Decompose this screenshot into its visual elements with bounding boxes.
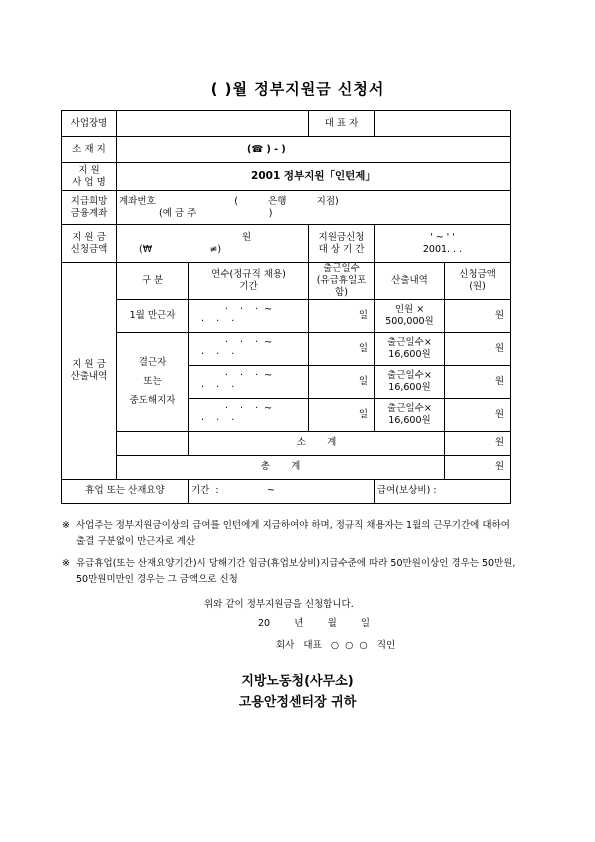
partial-period[interactable] <box>189 332 309 365</box>
amount-formula: (₩ ≠) <box>139 243 222 255</box>
company-field[interactable] <box>117 111 309 137</box>
header-formula: 산출내역 <box>375 263 445 300</box>
amount-unit: 원 <box>241 231 251 243</box>
date-pattern-bottom: · · · <box>201 315 235 327</box>
declaration: 위와 같이 정부지원금을 신청합니다. <box>204 599 354 610</box>
full-month-formula: 인원 × 500,000원 <box>375 299 445 332</box>
partial-period[interactable] <box>189 398 309 431</box>
amount-label: 지 원 금 신청금액 <box>62 225 117 263</box>
header-period: 연수(정규직 채용) 기간 <box>189 263 309 300</box>
partial-formula: 출근일수× 16,600원 <box>375 365 445 398</box>
full-month-days[interactable]: 일 <box>309 299 375 332</box>
partial-days[interactable]: 일 <box>309 365 375 398</box>
partial-formula: 출근일수× 16,600원 <box>375 332 445 365</box>
date-pattern-bottom: · · · <box>201 414 235 426</box>
period-label: 지원금신청 대 상 기 간 <box>309 225 375 263</box>
calc-section-label: 지 원 금 산출내역 <box>62 263 117 480</box>
date-pattern-bottom: · · · <box>201 348 235 360</box>
note-mark: ※ <box>62 558 70 569</box>
date-pattern-top: · · · ~ <box>224 369 273 381</box>
subtotal-amount[interactable]: 원 <box>445 431 511 455</box>
bank-field[interactable] <box>117 191 511 225</box>
date-pattern-top: · · · ~ <box>224 303 273 315</box>
partial-amount[interactable]: 원 <box>445 365 511 398</box>
full-month-amount[interactable]: 원 <box>445 299 511 332</box>
leave-period[interactable]: 기간 : ~ <box>189 479 375 503</box>
partial-amount[interactable]: 원 <box>445 332 511 365</box>
full-month-row <box>62 299 511 332</box>
representative-field[interactable] <box>375 111 511 137</box>
page-title: ( )월 정부지원금 신청서 <box>210 80 385 98</box>
date-pattern-top: · · · ~ <box>224 402 273 414</box>
full-month-period[interactable] <box>189 299 309 332</box>
period-date: 2001. . . <box>422 243 463 255</box>
amount-field[interactable] <box>117 225 309 263</box>
company-row <box>62 111 511 137</box>
address-field[interactable]: (☎ ) - ) <box>117 137 511 163</box>
period-field[interactable] <box>375 225 511 263</box>
note-text: 유급휴업(또는 산재요양기간)시 당해기간 임금(휴업보상비)지급수준에 따라 50만원이상인 경우는 50만원, 50만원미만인 경우는 그 금액으로 신청 <box>76 558 516 585</box>
total-amount[interactable]: 원 <box>445 455 511 479</box>
note-mark: ※ <box>62 520 70 531</box>
partial-days[interactable]: 일 <box>309 398 375 431</box>
program-name: 2001 정부지원「인턴제」 <box>117 163 511 191</box>
note-1 <box>62 518 522 550</box>
company-label: 사업장명 <box>62 111 117 137</box>
date-pattern-top: · · · ~ <box>224 336 273 348</box>
program-label: 지 원 사 업 명 <box>62 163 117 191</box>
partial-label: 결근자 또는 중도해지자 <box>117 332 189 431</box>
amount-row <box>62 225 511 263</box>
partial-formula: 출근일수× 16,600원 <box>375 398 445 431</box>
leave-wage[interactable]: 급여(보상비) : <box>375 479 511 503</box>
header-amount: 신청금액 (원) <box>445 263 511 300</box>
total-label: 총 계 <box>117 455 445 479</box>
address-row <box>62 137 511 163</box>
leave-row <box>62 479 511 503</box>
total-row <box>62 455 511 479</box>
representative-label: 대 표 자 <box>309 111 375 137</box>
bank-account-line: 계좌번호 ( 은행 지점) <box>119 195 339 207</box>
subtotal-label: 소 계 <box>189 431 445 455</box>
header-category: 구 분 <box>117 263 189 300</box>
partial-period[interactable] <box>189 365 309 398</box>
note-2 <box>62 556 522 588</box>
header-days: 출근일수 (유급휴일포함) <box>309 263 375 300</box>
bank-row <box>62 191 511 225</box>
calc-header-row <box>62 263 511 300</box>
bank-label: 지급희망 금융계좌 <box>62 191 117 225</box>
subtotal-row <box>62 431 511 455</box>
footer-office: 지방노동청(사무소) <box>241 674 354 689</box>
partial-days[interactable]: 일 <box>309 332 375 365</box>
bank-holder-line: (예 금 주 ) <box>159 207 273 219</box>
date-pattern-bottom: · · · <box>201 381 235 393</box>
leave-label: 휴업 또는 산재요양 <box>62 479 189 503</box>
note-text: 사업주는 정부지원금이상의 급여를 인턴에게 지급하여야 하며, 정규직 채용자는 1월의 근무기간에 대하여 출결 구분없이 만근자로 계산 <box>76 520 510 547</box>
partial-row <box>62 332 511 365</box>
application-form-table <box>61 110 511 504</box>
signature-line: 회사 대표 ○ ○ ○ 직인 <box>276 640 396 651</box>
date-line: 20 년 월 일 <box>258 618 371 629</box>
program-row <box>62 163 511 191</box>
footer-recipient: 고용안정센터장 귀하 <box>238 695 357 710</box>
period-range: ' ~ ' ' <box>430 231 455 243</box>
partial-amount[interactable]: 원 <box>445 398 511 431</box>
full-month-label: 1월 만근자 <box>117 299 189 332</box>
address-label: 소 재 지 <box>62 137 117 163</box>
